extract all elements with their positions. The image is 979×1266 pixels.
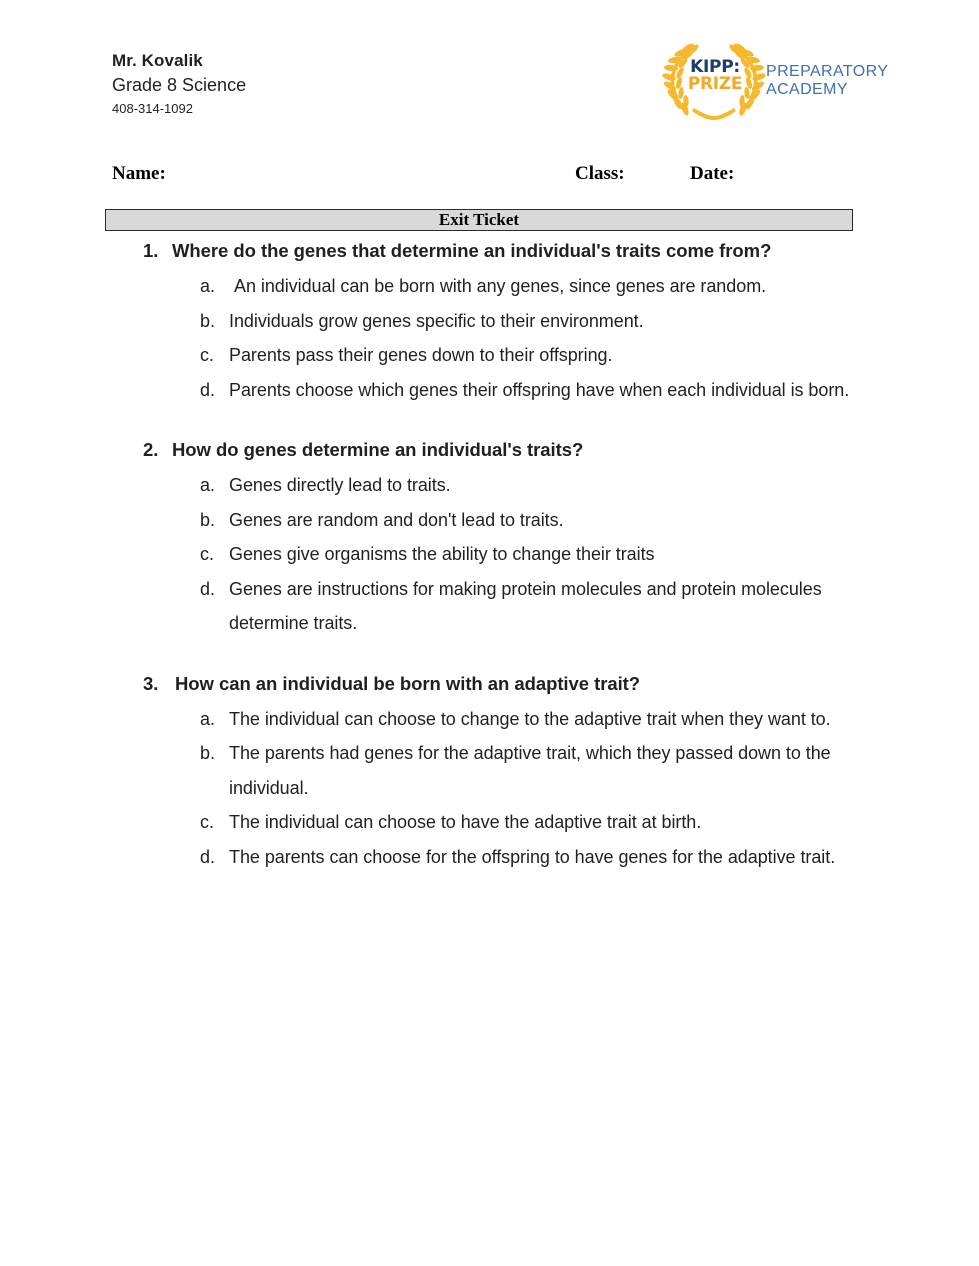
kipp-word: KIPP: <box>690 57 740 77</box>
answer-option-letter: a. <box>200 708 215 729</box>
class-label: Class: <box>575 163 625 184</box>
teacher-phone: 408-314-1092 <box>112 101 193 116</box>
question-block <box>0 234 979 407</box>
academy-line-2: ACADEMY <box>766 80 848 98</box>
date-label: Date: <box>690 163 735 184</box>
answer-option[interactable] <box>0 269 979 304</box>
answer-option-list <box>0 269 979 407</box>
answer-option[interactable] <box>0 537 979 572</box>
exit-ticket-title: Exit Ticket <box>438 210 520 229</box>
answer-option-text: The parents had genes for the adaptive trait, which they passed down to the individual. <box>229 743 831 798</box>
answer-option[interactable] <box>0 736 979 805</box>
answer-option-text: The individual can choose to have the adaptive trait at birth. <box>229 812 702 832</box>
answer-option-letter: b. <box>200 310 215 331</box>
academy-line-1: PREPARATORY <box>766 63 889 80</box>
answer-option[interactable] <box>0 840 979 875</box>
question-prompt-row <box>0 433 979 467</box>
answer-option[interactable] <box>0 338 979 373</box>
answer-option-text: Individuals grow genes specific to their environment. <box>229 310 644 331</box>
kipp-prize-wordmark <box>680 59 750 94</box>
exit-ticket-banner <box>105 209 853 231</box>
document-header <box>112 52 919 132</box>
teacher-info-block <box>112 52 246 115</box>
answer-option[interactable] <box>0 805 979 840</box>
answer-option-letter: a. <box>200 276 215 296</box>
answer-option-text: Genes are random and don't lead to traits. <box>229 509 564 530</box>
student-info-row <box>112 163 979 189</box>
answer-option-text: The parents can choose for the offspring to have genes for the adaptive trait. <box>229 846 836 867</box>
answer-option[interactable] <box>0 503 979 538</box>
academy-wordmark <box>766 63 888 99</box>
answer-option-text: Genes directly lead to traits. <box>229 475 451 495</box>
question-prompt-row <box>0 667 979 701</box>
answer-option[interactable] <box>0 304 979 339</box>
question-prompt: How can an individual be born with an adaptive trait? <box>175 672 641 694</box>
answer-option[interactable] <box>0 468 979 503</box>
answer-option-letter: d. <box>200 846 215 867</box>
prize-word: PRIZE <box>687 74 743 95</box>
answer-option-text: Parents pass their genes down to their offspring. <box>229 345 613 365</box>
answer-option-text: Genes give organisms the ability to change their traits <box>229 544 655 564</box>
answer-option-letter: c. <box>200 812 214 832</box>
question-list <box>0 234 979 900</box>
question-number: 1. <box>143 240 159 261</box>
question-prompt: Where do the genes that determine an individual's traits come from? <box>172 240 772 261</box>
answer-option[interactable] <box>0 702 979 737</box>
answer-option[interactable] <box>0 373 979 408</box>
answer-option-text: The individual can choose to change to the adaptive trait when they want to. <box>229 708 831 729</box>
answer-option[interactable] <box>0 572 979 641</box>
question-number: 2. <box>143 439 159 460</box>
answer-option-letter: c. <box>200 345 214 365</box>
question-block <box>0 433 979 641</box>
answer-option-letter: b. <box>200 509 215 530</box>
question-number: 3. <box>143 672 159 694</box>
answer-option-list <box>0 702 979 875</box>
answer-option-list <box>0 468 979 641</box>
name-label: Name: <box>112 163 166 184</box>
answer-option-letter: c. <box>200 544 214 564</box>
answer-option-text: Genes are instructions for making protein molecules and protein molecules determine traits. <box>229 578 822 633</box>
kipp-prize-preparatory-academy-logo <box>662 37 889 123</box>
course-name: Grade 8 Science <box>112 75 247 95</box>
answer-option-letter: b. <box>200 743 215 763</box>
answer-option-text: An individual can be born with any genes, since genes are random. <box>234 276 767 296</box>
answer-option-letter: d. <box>200 578 215 599</box>
teacher-name: Mr. Kovalik <box>112 51 203 70</box>
question-prompt: How do genes determine an individual's traits? <box>172 439 584 460</box>
answer-option-letter: d. <box>200 379 215 400</box>
question-block <box>0 667 979 875</box>
answer-option-text: Parents choose which genes their offspring have when each individual is born. <box>229 379 850 400</box>
question-prompt-row <box>0 234 979 268</box>
answer-option-letter: a. <box>200 475 215 495</box>
